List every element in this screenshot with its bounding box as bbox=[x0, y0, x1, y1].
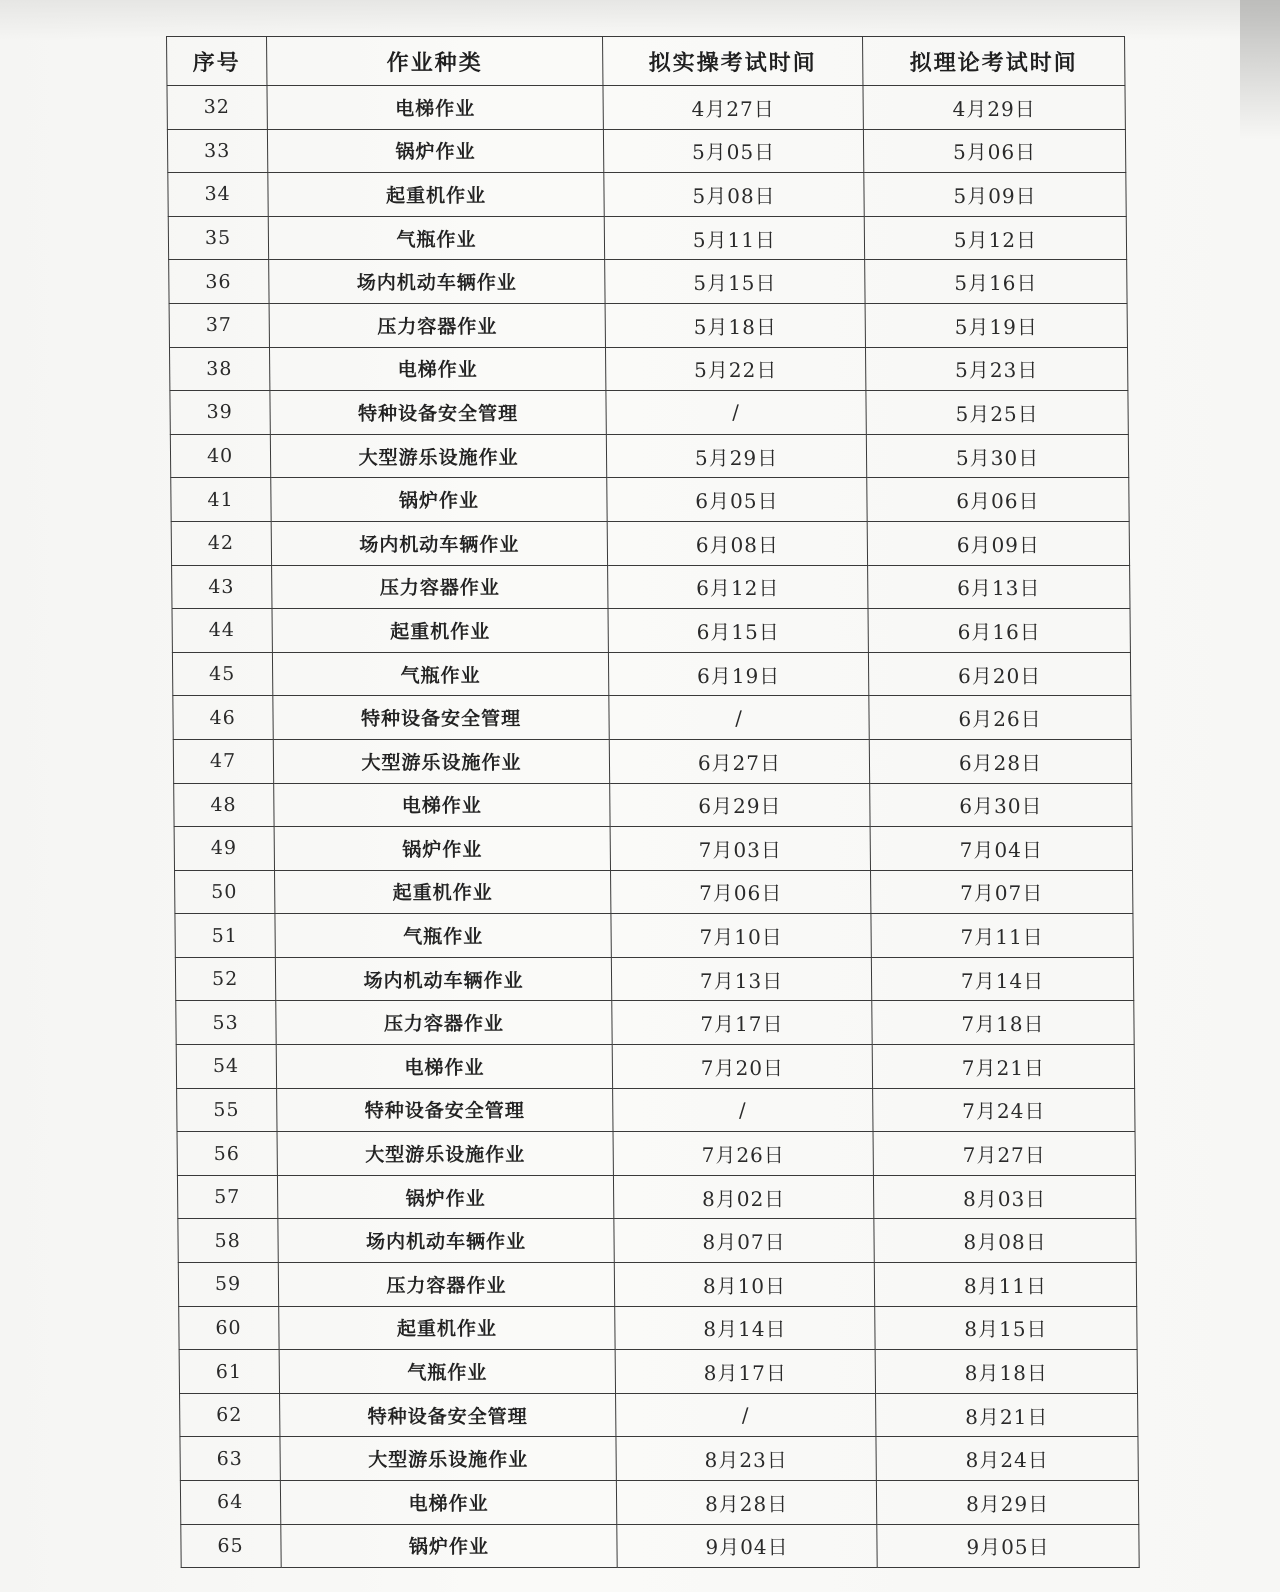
cell-theory-exam-date: 5月23日 bbox=[865, 347, 1127, 391]
cell-index: 40 bbox=[170, 434, 270, 478]
cell-work-type: 压力容器作业 bbox=[272, 565, 608, 609]
cell-practical-exam-date: 5月11日 bbox=[604, 216, 864, 260]
table-row bbox=[174, 827, 1132, 871]
cell-index: 63 bbox=[180, 1437, 280, 1481]
cell-practical-exam-date: 5月29日 bbox=[606, 434, 866, 478]
cell-work-type: 锅炉作业 bbox=[277, 1175, 613, 1219]
header-practical-exam-date: 拟实操考试时间 bbox=[603, 37, 863, 86]
cell-theory-exam-date: 5月30日 bbox=[866, 434, 1128, 478]
table-row bbox=[178, 1219, 1136, 1263]
cell-index: 52 bbox=[175, 957, 275, 1001]
cell-practical-exam-date: 8月02日 bbox=[613, 1175, 873, 1219]
cell-theory-exam-date: 5月25日 bbox=[866, 391, 1128, 435]
cell-practical-exam-date: 8月17日 bbox=[615, 1350, 875, 1394]
cell-theory-exam-date: 9月05日 bbox=[877, 1524, 1139, 1568]
cell-practical-exam-date: 7月13日 bbox=[611, 957, 871, 1001]
cell-index: 47 bbox=[173, 739, 273, 783]
cell-practical-exam-date: 6月29日 bbox=[610, 783, 870, 827]
table-row bbox=[176, 1045, 1134, 1089]
cell-work-type: 特种设备安全管理 bbox=[270, 391, 606, 435]
cell-index: 49 bbox=[174, 827, 274, 871]
cell-work-type: 气瓶作业 bbox=[268, 216, 604, 260]
cell-theory-exam-date: 7月07日 bbox=[871, 870, 1133, 914]
cell-work-type: 锅炉作业 bbox=[274, 827, 610, 871]
table-row bbox=[171, 521, 1129, 565]
cell-work-type: 场内机动车辆作业 bbox=[278, 1219, 614, 1263]
header-index: 序号 bbox=[167, 37, 267, 86]
cell-work-type: 起重机作业 bbox=[268, 173, 604, 217]
cell-work-type: 场内机动车辆作业 bbox=[275, 957, 611, 1001]
cell-practical-exam-date: 5月05日 bbox=[603, 129, 863, 173]
cell-practical-exam-date: / bbox=[613, 1088, 873, 1132]
table-row bbox=[175, 870, 1133, 914]
table-row bbox=[173, 739, 1131, 783]
cell-index: 54 bbox=[176, 1045, 276, 1089]
table-row bbox=[172, 652, 1130, 696]
cell-work-type: 压力容器作业 bbox=[278, 1263, 614, 1307]
table-row bbox=[176, 1001, 1134, 1045]
cell-index: 56 bbox=[177, 1132, 277, 1176]
cell-theory-exam-date: 5月09日 bbox=[864, 173, 1126, 217]
cell-theory-exam-date: 7月21日 bbox=[872, 1045, 1134, 1089]
table-row bbox=[167, 86, 1125, 130]
cell-practical-exam-date: 7月06日 bbox=[611, 870, 871, 914]
cell-theory-exam-date: 8月29日 bbox=[876, 1481, 1138, 1525]
cell-work-type: 电梯作业 bbox=[269, 347, 605, 391]
cell-index: 44 bbox=[172, 609, 272, 653]
cell-practical-exam-date: 7月26日 bbox=[613, 1132, 873, 1176]
cell-work-type: 起重机作业 bbox=[272, 609, 608, 653]
table-row bbox=[169, 303, 1127, 347]
cell-index: 50 bbox=[175, 870, 275, 914]
cell-theory-exam-date: 8月24日 bbox=[876, 1437, 1138, 1481]
cell-index: 42 bbox=[171, 521, 271, 565]
cell-work-type: 场内机动车辆作业 bbox=[269, 260, 605, 304]
cell-practical-exam-date: 8月28日 bbox=[616, 1481, 876, 1525]
table-body bbox=[167, 86, 1139, 1568]
cell-theory-exam-date: 7月14日 bbox=[871, 957, 1133, 1001]
cell-practical-exam-date: 6月19日 bbox=[608, 652, 868, 696]
table-row bbox=[170, 434, 1128, 478]
cell-index: 41 bbox=[171, 478, 271, 522]
cell-work-type: 起重机作业 bbox=[275, 870, 611, 914]
cell-work-type: 电梯作业 bbox=[267, 86, 603, 130]
cell-work-type: 特种设备安全管理 bbox=[280, 1393, 616, 1437]
cell-theory-exam-date: 7月11日 bbox=[871, 914, 1133, 958]
cell-practical-exam-date: 6月27日 bbox=[609, 739, 869, 783]
cell-index: 45 bbox=[172, 652, 272, 696]
cell-work-type: 特种设备安全管理 bbox=[277, 1088, 613, 1132]
cell-theory-exam-date: 8月08日 bbox=[874, 1219, 1136, 1263]
cell-index: 36 bbox=[169, 260, 269, 304]
cell-index: 53 bbox=[176, 1001, 276, 1045]
cell-work-type: 特种设备安全管理 bbox=[273, 696, 609, 740]
cell-work-type: 电梯作业 bbox=[280, 1481, 616, 1525]
cell-theory-exam-date: 6月30日 bbox=[870, 783, 1132, 827]
cell-index: 46 bbox=[173, 696, 273, 740]
cell-index: 39 bbox=[170, 391, 270, 435]
table-header-row bbox=[167, 37, 1125, 86]
cell-practical-exam-date: / bbox=[616, 1393, 876, 1437]
cell-work-type: 大型游乐设施作业 bbox=[280, 1437, 616, 1481]
cell-theory-exam-date: 7月27日 bbox=[873, 1132, 1135, 1176]
cell-index: 32 bbox=[167, 86, 267, 130]
cell-practical-exam-date: 6月15日 bbox=[608, 609, 868, 653]
cell-work-type: 压力容器作业 bbox=[269, 303, 605, 347]
cell-practical-exam-date: 8月23日 bbox=[616, 1437, 876, 1481]
cell-theory-exam-date: 8月18日 bbox=[875, 1350, 1137, 1394]
cell-practical-exam-date: 5月18日 bbox=[605, 303, 865, 347]
cell-practical-exam-date: 8月07日 bbox=[614, 1219, 874, 1263]
table-row bbox=[177, 1132, 1135, 1176]
cell-practical-exam-date: 5月15日 bbox=[605, 260, 865, 304]
cell-theory-exam-date: 5月16日 bbox=[865, 260, 1127, 304]
cell-index: 60 bbox=[179, 1306, 279, 1350]
table-row bbox=[172, 609, 1130, 653]
table-row bbox=[179, 1350, 1137, 1394]
cell-work-type: 电梯作业 bbox=[274, 783, 610, 827]
cell-theory-exam-date: 8月21日 bbox=[876, 1393, 1138, 1437]
cell-theory-exam-date: 8月11日 bbox=[874, 1263, 1136, 1307]
cell-work-type: 锅炉作业 bbox=[271, 478, 607, 522]
scan-shadow-top bbox=[0, 0, 1280, 40]
cell-work-type: 压力容器作业 bbox=[276, 1001, 612, 1045]
exam-schedule-table bbox=[166, 36, 1140, 1568]
cell-practical-exam-date: 8月10日 bbox=[614, 1263, 874, 1307]
cell-practical-exam-date: 7月20日 bbox=[612, 1045, 872, 1089]
cell-theory-exam-date: 6月06日 bbox=[867, 478, 1129, 522]
table-row bbox=[172, 565, 1130, 609]
cell-practical-exam-date: 6月12日 bbox=[608, 565, 868, 609]
table-row bbox=[175, 957, 1133, 1001]
cell-index: 51 bbox=[175, 914, 275, 958]
cell-index: 34 bbox=[168, 173, 268, 217]
scan-shadow-right bbox=[1240, 0, 1280, 140]
header-work-type: 作业种类 bbox=[267, 37, 603, 86]
table-row bbox=[169, 260, 1127, 304]
cell-practical-exam-date: 6月08日 bbox=[607, 521, 867, 565]
table-row bbox=[180, 1437, 1138, 1481]
cell-theory-exam-date: 4月29日 bbox=[863, 86, 1125, 130]
cell-work-type: 气瓶作业 bbox=[275, 914, 611, 958]
cell-practical-exam-date: 7月17日 bbox=[612, 1001, 872, 1045]
cell-index: 33 bbox=[167, 129, 267, 173]
exam-schedule-table-wrapper bbox=[166, 36, 1139, 1568]
table-row bbox=[180, 1481, 1138, 1525]
cell-theory-exam-date: 6月09日 bbox=[867, 521, 1129, 565]
cell-index: 59 bbox=[178, 1263, 278, 1307]
cell-practical-exam-date: 5月08日 bbox=[604, 173, 864, 217]
cell-theory-exam-date: 5月12日 bbox=[864, 216, 1126, 260]
cell-work-type: 气瓶作业 bbox=[279, 1350, 615, 1394]
cell-theory-exam-date: 8月03日 bbox=[873, 1175, 1135, 1219]
cell-theory-exam-date: 5月06日 bbox=[863, 129, 1125, 173]
cell-theory-exam-date: 5月19日 bbox=[865, 303, 1127, 347]
cell-work-type: 锅炉作业 bbox=[281, 1524, 617, 1568]
cell-practical-exam-date: 7月10日 bbox=[611, 914, 871, 958]
cell-theory-exam-date: 6月13日 bbox=[868, 565, 1130, 609]
cell-practical-exam-date: 8月14日 bbox=[615, 1306, 875, 1350]
cell-practical-exam-date: 4月27日 bbox=[603, 86, 863, 130]
cell-index: 65 bbox=[181, 1524, 281, 1568]
cell-index: 55 bbox=[177, 1088, 277, 1132]
cell-theory-exam-date: 6月28日 bbox=[869, 739, 1131, 783]
table-row bbox=[177, 1175, 1135, 1219]
cell-practical-exam-date: / bbox=[606, 391, 866, 435]
cell-theory-exam-date: 7月24日 bbox=[873, 1088, 1135, 1132]
cell-work-type: 大型游乐设施作业 bbox=[273, 739, 609, 783]
table-row bbox=[177, 1088, 1135, 1132]
cell-practical-exam-date: 5月22日 bbox=[605, 347, 865, 391]
table-row bbox=[167, 129, 1125, 173]
table-row bbox=[181, 1524, 1139, 1568]
cell-work-type: 大型游乐设施作业 bbox=[270, 434, 606, 478]
table-row bbox=[168, 216, 1126, 260]
cell-index: 38 bbox=[169, 347, 269, 391]
cell-index: 57 bbox=[177, 1175, 277, 1219]
table-row bbox=[179, 1306, 1137, 1350]
cell-index: 61 bbox=[179, 1350, 279, 1394]
cell-work-type: 大型游乐设施作业 bbox=[277, 1132, 613, 1176]
cell-work-type: 锅炉作业 bbox=[267, 129, 603, 173]
cell-practical-exam-date: 7月03日 bbox=[610, 827, 870, 871]
table-row bbox=[178, 1263, 1136, 1307]
cell-index: 58 bbox=[178, 1219, 278, 1263]
cell-practical-exam-date: 9月04日 bbox=[617, 1524, 877, 1568]
cell-work-type: 电梯作业 bbox=[276, 1045, 612, 1089]
cell-index: 37 bbox=[169, 303, 269, 347]
cell-theory-exam-date: 7月04日 bbox=[870, 827, 1132, 871]
cell-theory-exam-date: 6月16日 bbox=[868, 609, 1130, 653]
cell-theory-exam-date: 7月18日 bbox=[872, 1001, 1134, 1045]
cell-work-type: 场内机动车辆作业 bbox=[271, 521, 607, 565]
cell-practical-exam-date: 6月05日 bbox=[607, 478, 867, 522]
cell-theory-exam-date: 6月26日 bbox=[869, 696, 1131, 740]
cell-work-type: 起重机作业 bbox=[279, 1306, 615, 1350]
table-row bbox=[171, 478, 1129, 522]
table-row bbox=[168, 173, 1126, 217]
cell-practical-exam-date: / bbox=[609, 696, 869, 740]
table-row bbox=[173, 696, 1131, 740]
cell-theory-exam-date: 8月15日 bbox=[875, 1306, 1137, 1350]
table-row bbox=[174, 783, 1132, 827]
cell-work-type: 气瓶作业 bbox=[272, 652, 608, 696]
table-row bbox=[180, 1393, 1138, 1437]
cell-index: 64 bbox=[180, 1481, 280, 1525]
cell-theory-exam-date: 6月20日 bbox=[868, 652, 1130, 696]
table-row bbox=[169, 347, 1127, 391]
cell-index: 62 bbox=[180, 1393, 280, 1437]
cell-index: 43 bbox=[172, 565, 272, 609]
header-theory-exam-date: 拟理论考试时间 bbox=[863, 37, 1125, 86]
table-row bbox=[175, 914, 1133, 958]
table-row bbox=[170, 391, 1128, 435]
cell-index: 35 bbox=[168, 216, 268, 260]
cell-index: 48 bbox=[174, 783, 274, 827]
